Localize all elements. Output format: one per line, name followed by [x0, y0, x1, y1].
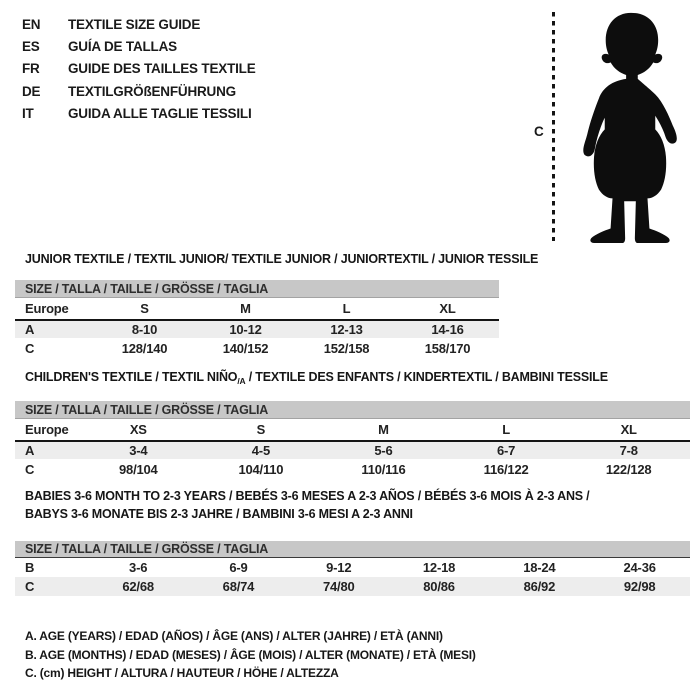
age-cell: 14-16 [431, 322, 464, 337]
language-code: FR [22, 61, 40, 77]
age-cell: 10-12 [229, 322, 262, 337]
age-cell: 6-7 [496, 443, 516, 458]
months-cell: 12-18 [422, 560, 456, 575]
height-cell: 128/140 [121, 341, 168, 356]
age-cell: 12-13 [330, 322, 363, 337]
measurement-legend [25, 627, 476, 683]
height-cell: 116/122 [483, 462, 529, 477]
row-label: A [25, 322, 35, 337]
babies-title-line1: BABIES 3-6 MONTH TO 2-3 YEARS / BEBÉS 3-6 MESES A 2-3 AÑOS / BÉBÉS 3-6 MOIS À 2-3 ANS / [25, 489, 590, 503]
height-cell: 110/116 [361, 462, 406, 477]
language-code: ES [22, 38, 40, 54]
table-row-height [15, 338, 499, 359]
size-cell: L [502, 422, 510, 437]
height-cell: 68/74 [222, 579, 255, 594]
row-label: C [25, 462, 35, 477]
junior-size-table [15, 280, 499, 359]
size-cell: S [256, 422, 266, 437]
height-cell: 122/128 [605, 462, 652, 477]
row-label: C [25, 341, 35, 356]
table-row-age [15, 442, 690, 459]
size-cell: XL [439, 301, 456, 316]
size-cell: S [140, 301, 149, 316]
table-row-europe [15, 419, 690, 440]
row-label: A [25, 443, 35, 458]
size-header-bar: SIZE / TALLA / TAILLE / GRÖSSE / TAGLIA [15, 541, 690, 558]
height-cell: 92/98 [623, 579, 656, 594]
table-row-height [15, 459, 690, 480]
language-row-en [22, 13, 256, 35]
row-label: C [25, 579, 35, 594]
language-label: GUIDA ALLE TAGLIE TESSILI [68, 105, 252, 121]
months-cell: 24-36 [623, 560, 656, 575]
row-label: B [25, 560, 35, 575]
age-cell: 8-10 [131, 322, 158, 337]
row-label: Europe [25, 301, 69, 316]
language-label: GUÍA DE TALLAS [68, 38, 177, 54]
language-code: IT [22, 105, 34, 121]
height-cell: 86/92 [523, 579, 556, 594]
height-cell: 140/152 [222, 341, 269, 356]
legend-line-c: C. (cm) HEIGHT / ALTURA / HAUTEUR / HÖHE / ALTEZZA [25, 666, 339, 681]
age-cell: 3-4 [129, 443, 148, 458]
table-row-months [15, 558, 690, 577]
row-label: Europe [25, 422, 69, 437]
size-cell: XL [620, 422, 637, 437]
babies-section-title [25, 488, 589, 523]
toddler-silhouette-icon [562, 4, 698, 248]
junior-section-title: JUNIOR TEXTILE / TEXTIL JUNIOR/ TEXTILE JUNIOR / JUNIORTEXTIL / JUNIOR TESSILE [25, 252, 539, 266]
size-cell: M [240, 301, 251, 316]
table-row-age [15, 321, 499, 338]
height-cell: 152/158 [323, 341, 370, 356]
language-code: EN [22, 16, 41, 32]
language-row-it [22, 102, 256, 124]
table-row-height [15, 577, 690, 596]
legend-line-b: B. AGE (MONTHS) / EDAD (MESES) / ÂGE (MOIS) / ALTER (MONATE) / ETÀ (MESI) [25, 647, 476, 662]
babies-size-table [15, 541, 690, 596]
months-cell: 9-12 [326, 560, 352, 575]
language-label: GUIDE DES TAILLES TEXTILE [68, 61, 256, 77]
children-title-main: CHILDREN'S TEXTILE / TEXTIL NIÑO [25, 370, 238, 384]
height-cell: 158/170 [424, 341, 471, 356]
size-header-bar: SIZE / TALLA / TAILLE / GRÖSSE / TAGLIA [15, 401, 690, 419]
language-row-es [22, 35, 256, 57]
language-row-de [22, 80, 256, 102]
language-row-fr [22, 58, 256, 80]
height-cell: 80/86 [423, 579, 455, 594]
legend-line-a: A. AGE (YEARS) / EDAD (AÑOS) / ÂGE (ANS) / ALTER (JAHRE) / ETÀ (ANNI) [25, 629, 443, 643]
language-label: TEXTILGRÖßENFÜHRUNG [68, 83, 236, 99]
height-label: C [534, 124, 544, 139]
months-cell: 18-24 [523, 560, 556, 575]
height-cell: 104/110 [238, 462, 284, 477]
language-code: DE [22, 83, 41, 99]
size-cell: M [378, 422, 389, 437]
size-cell: L [342, 301, 351, 316]
height-cell: 62/68 [122, 579, 154, 594]
children-section-title [25, 370, 608, 386]
children-title-rest: / TEXTILE DES ENFANTS / KINDERTEXTIL / BAMBINI TESSILE [245, 370, 608, 384]
size-cell: XS [129, 422, 147, 437]
age-cell: 7-8 [619, 443, 638, 458]
babies-title-line2: BABYS 3-6 MONATE BIS 2-3 JAHRE / BAMBINI 3-6 MESI A 2-3 ANNI [25, 506, 413, 521]
size-header-bar: SIZE / TALLA / TAILLE / GRÖSSE / TAGLIA [15, 280, 499, 298]
table-row-europe [15, 298, 499, 319]
age-cell: 4-5 [251, 443, 270, 458]
height-cell: 98/104 [119, 462, 158, 477]
months-cell: 3-6 [129, 560, 148, 575]
height-dotted-line [552, 12, 555, 241]
children-size-table [15, 401, 690, 480]
height-cell: 74/80 [322, 579, 355, 594]
language-label: TEXTILE SIZE GUIDE [68, 16, 201, 32]
age-cell: 5-6 [374, 443, 393, 458]
children-title-sub: /A [237, 376, 246, 386]
language-list [22, 13, 256, 124]
months-cell: 6-9 [229, 560, 248, 575]
